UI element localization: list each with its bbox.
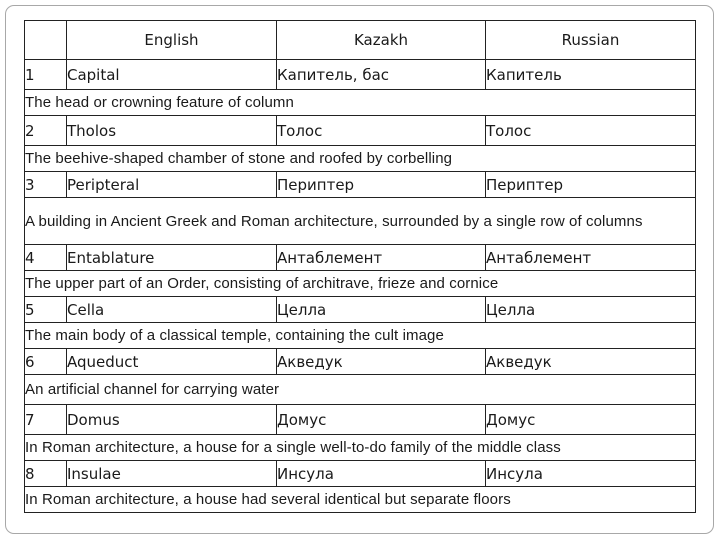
term-kazakh: Толос xyxy=(277,116,486,146)
definition-row xyxy=(25,198,696,245)
term-english: Aqueduct xyxy=(67,349,277,375)
term-english: Entablature xyxy=(67,245,277,271)
definition: In Roman architecture, a house for a single well-to-do family of the middle class xyxy=(25,435,696,461)
term-kazakh: Домус xyxy=(277,405,486,435)
term-russian: Целла xyxy=(486,297,696,323)
term-row xyxy=(25,116,696,146)
term-kazakh: Антаблемент xyxy=(277,245,486,271)
definition-row xyxy=(25,90,696,116)
term-kazakh: Капитель, бас xyxy=(277,60,486,90)
term-russian: Антаблемент xyxy=(486,245,696,271)
definition: The head or crowning feature of column xyxy=(25,90,696,116)
term-russian: Домус xyxy=(486,405,696,435)
term-row xyxy=(25,245,696,271)
row-number: 7 xyxy=(25,405,67,435)
header-kazakh: Kazakh xyxy=(277,21,486,60)
term-row xyxy=(25,405,696,435)
row-number: 6 xyxy=(25,349,67,375)
header-row xyxy=(25,21,696,60)
definition-row xyxy=(25,487,696,513)
term-kazakh: Инсула xyxy=(277,461,486,487)
term-english: Domus xyxy=(67,405,277,435)
row-number: 4 xyxy=(25,245,67,271)
term-russian: Капитель xyxy=(486,60,696,90)
definition: The upper part of an Order, consisting of architrave, frieze and cornice xyxy=(25,271,696,297)
term-english: Tholos xyxy=(67,116,277,146)
term-english: Peripteral xyxy=(67,172,277,198)
definition: A building in Ancient Greek and Roman architecture, surrounded by a single row of columns xyxy=(25,198,696,245)
header-number xyxy=(25,21,67,60)
term-kazakh: Акведук xyxy=(277,349,486,375)
term-russian: Периптер xyxy=(486,172,696,198)
term-row xyxy=(25,461,696,487)
term-kazakh: Периптер xyxy=(277,172,486,198)
definition-row xyxy=(25,271,696,297)
term-row xyxy=(25,60,696,90)
definition: An artificial channel for carrying water xyxy=(25,375,696,405)
definition-row xyxy=(25,146,696,172)
term-russian: Акведук xyxy=(486,349,696,375)
term-row xyxy=(25,297,696,323)
row-number: 1 xyxy=(25,60,67,90)
definition: The main body of a classical temple, containing the cult image xyxy=(25,323,696,349)
header-russian: Russian xyxy=(486,21,696,60)
definition-row xyxy=(25,323,696,349)
term-russian: Инсула xyxy=(486,461,696,487)
definition: In Roman architecture, a house had several identical but separate floors xyxy=(25,487,696,513)
definition-row xyxy=(25,435,696,461)
term-row xyxy=(25,349,696,375)
definition: The beehive-shaped chamber of stone and roofed by corbelling xyxy=(25,146,696,172)
term-russian: Толос xyxy=(486,116,696,146)
term-english: Insulae xyxy=(67,461,277,487)
term-kazakh: Целла xyxy=(277,297,486,323)
term-english: Capital xyxy=(67,60,277,90)
header-english: English xyxy=(67,21,277,60)
row-number: 5 xyxy=(25,297,67,323)
term-row xyxy=(25,172,696,198)
row-number: 3 xyxy=(25,172,67,198)
glossary-table xyxy=(24,20,696,513)
term-english: Cella xyxy=(67,297,277,323)
definition-row xyxy=(25,375,696,405)
row-number: 2 xyxy=(25,116,67,146)
row-number: 8 xyxy=(25,461,67,487)
